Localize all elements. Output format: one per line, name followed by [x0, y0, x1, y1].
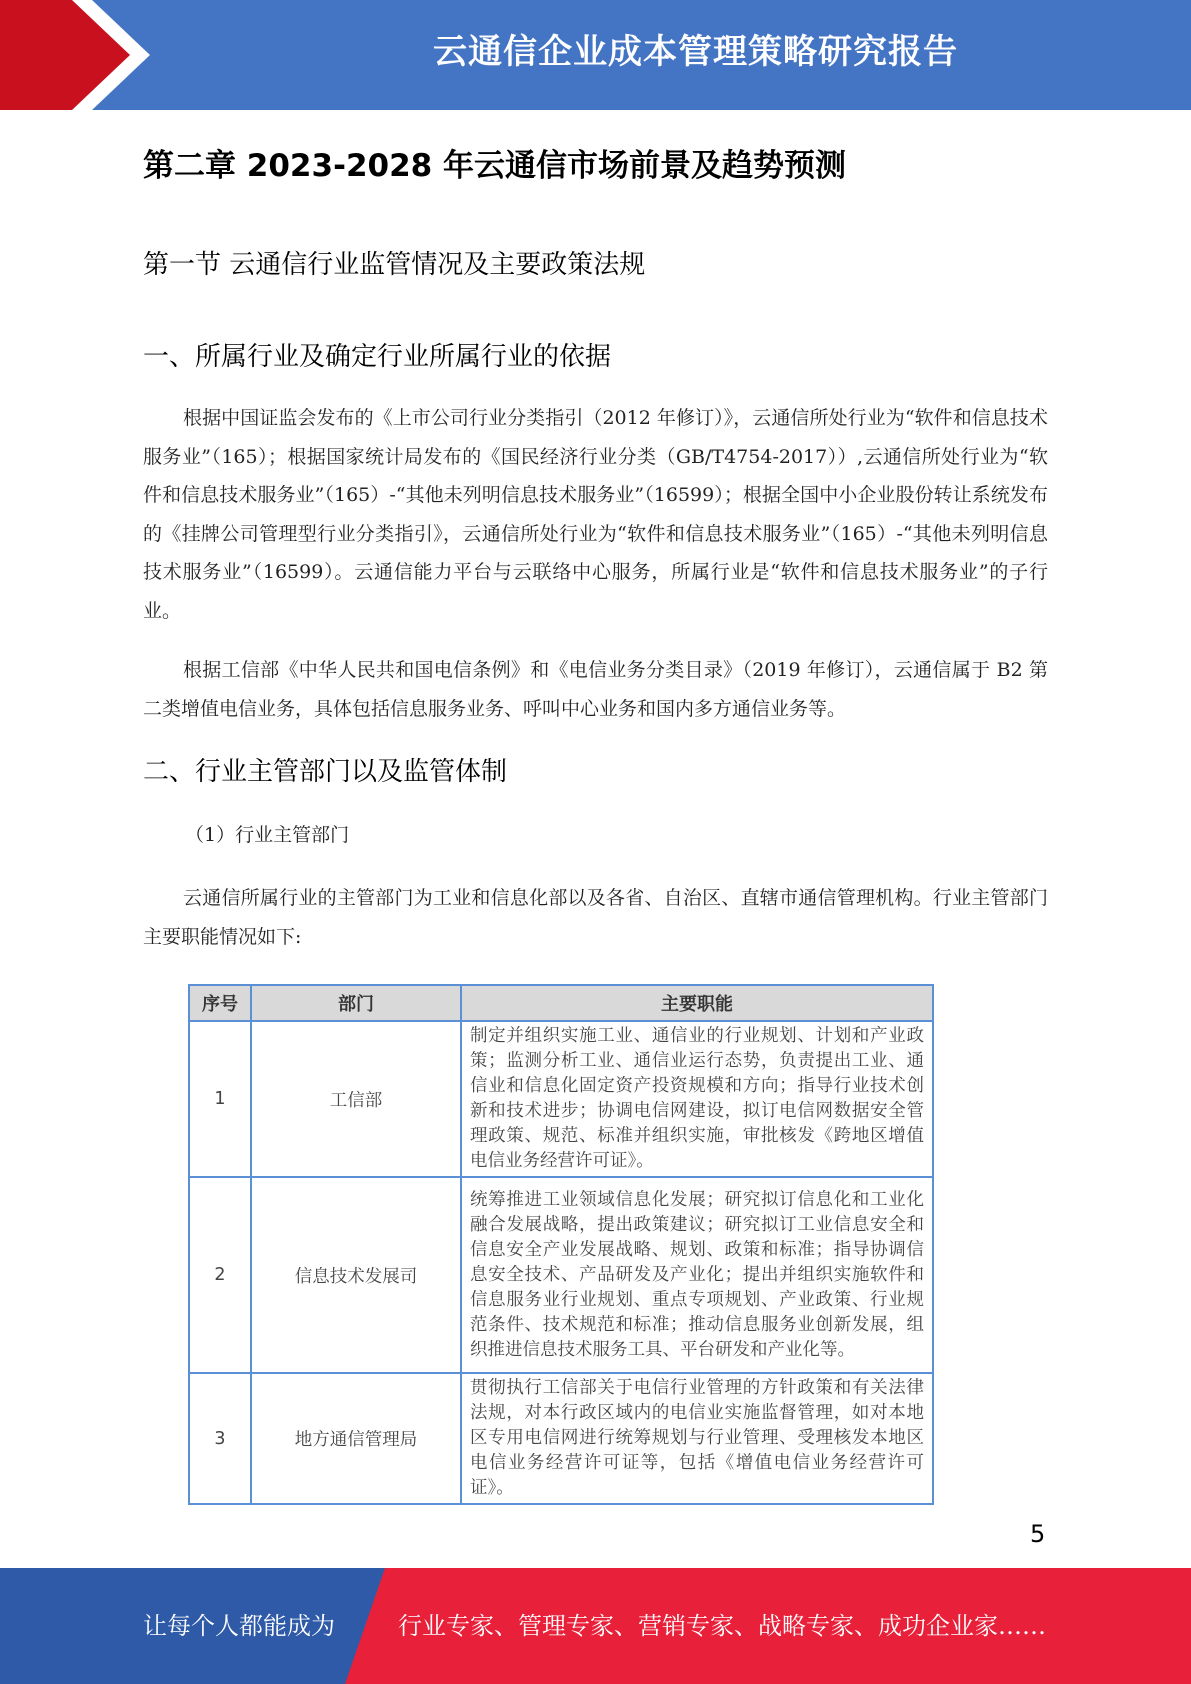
table-row	[189, 1373, 933, 1504]
table-row	[189, 1177, 933, 1373]
row-number: 2	[189, 1177, 251, 1373]
row-number: 3	[189, 1373, 251, 1504]
paragraph-industry-classification: 根据中国证监会发布的《上市公司行业分类指引（2012 年修订）》，云通信所处行业为“软件和信息技术服务业”（165）；根据国家统计局发布的《国民经济行业分类（GB/T4754-2017））,云通信所处行业为“软件和信息技术服务业”（165）-“其他未列明信息技术服务业”（16599）；根据全国中小企业股份转让系统发布的《挂牌公司管理型行业分类指引》，云通信所处行业为“软件和信息技术服务业”（165）-“其他未列明信息技术服务业”（16599）。云通信能力平台与云联络中心服务，所属行业是“软件和信息技术服务业”的子行业。	[143, 407, 1048, 622]
heading-regulatory-system: 二、行业主管部门以及监管体制	[143, 757, 508, 787]
row-duties: 制定并组织实施工业、通信业的行业规划、计划和产业政策；监测分析工业、通信业运行态势，负责提出工业、通信业和信息化固定资产投资规模和方向；指导行业技术创新和技术进步；协调电信网建设，拟订电信网数据安全管理政策、规范、标准并组织实施，审批核发《跨地区增值电信业务经营许可证》。	[461, 1021, 933, 1177]
table-header-row	[189, 985, 933, 1021]
table-row	[189, 1021, 933, 1177]
row-duties: 贯彻执行工信部关于电信行业管理的方针政策和有关法律法规，对本行政区域内的电信业实施监督管理，如对本地区专用电信网进行统筹规划与行业管理、受理核发本地区电信业务经营许可证等，包括《增值电信业务经营许可证》。	[461, 1373, 933, 1504]
row-department: 信息技术发展司	[251, 1177, 461, 1373]
page-footer	[0, 1568, 1191, 1684]
table-header-number: 序号	[189, 985, 251, 1021]
authority-duties-table	[188, 984, 934, 1505]
footer-slogan-right: 行业专家、管理专家、营销专家、战略专家、成功企业家……	[398, 1612, 1046, 1640]
section-title: 第一节 云通信行业监管情况及主要政策法规	[143, 250, 646, 280]
chapter-title: 第二章 2023-2028 年云通信市场前景及趋势预测	[143, 148, 847, 184]
table-header-department: 部门	[251, 985, 461, 1021]
heading-industry-basis: 一、所属行业及确定行业所属行业的依据	[143, 342, 612, 372]
item-label-authority: （1）行业主管部门	[185, 824, 350, 846]
footer-slogan-left: 让每个人都能成为	[143, 1612, 335, 1640]
row-duties: 统筹推进工业领域信息化发展；研究拟订信息化和工业化融合发展战略，提出政策建议；研究拟订工业信息安全和信息安全产业发展战略、规划、政策和标准；指导协调信息安全技术、产品研发及产业化；提出并组织实施软件和信息服务业行业规划、重点专项规划、产业政策、行业规范条件、技术规范和标准；推动信息服务业创新发展，组织推进信息技术服务工具、平台研发和产业化等。	[461, 1177, 933, 1373]
report-title: 云通信企业成本管理策略研究报告	[433, 32, 958, 72]
paragraph-authority-intro: 云通信所属行业的主管部门为工业和信息化部以及各省、自治区、直辖市通信管理机构。行业主管部门主要职能情况如下:	[143, 887, 1048, 948]
row-department: 地方通信管理局	[251, 1373, 461, 1504]
header-arrow-decoration	[0, 0, 220, 110]
table-header-duties: 主要职能	[461, 985, 933, 1021]
page-header	[0, 0, 1191, 110]
paragraph-telecom-classification: 根据工信部《中华人民共和国电信条例》和《电信业务分类目录》（2019 年修订），云通信属于 B2 第二类增值电信业务，具体包括信息服务业务、呼叫中心业务和国内多方通信业务等。	[143, 659, 1048, 720]
page-number: 5	[1030, 1520, 1046, 1548]
row-number: 1	[189, 1021, 251, 1177]
row-department: 工信部	[251, 1021, 461, 1177]
